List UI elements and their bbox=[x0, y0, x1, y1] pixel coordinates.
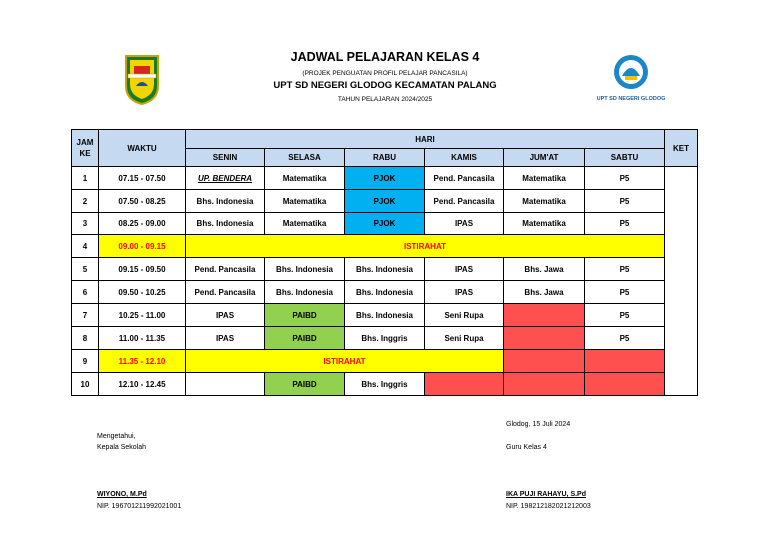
period-number: 8 bbox=[72, 327, 99, 350]
academic-year: TAHUN PELAJARAN 2024/2025 bbox=[337, 96, 433, 103]
table-row bbox=[72, 304, 698, 327]
table-row bbox=[72, 327, 698, 350]
subject-cell: IPAS bbox=[425, 258, 504, 281]
break-cell: ISTIRAHAT bbox=[186, 235, 665, 258]
teacher-name: IKA PUJI RAHAYU, S.Pd bbox=[506, 491, 586, 498]
empty-cell bbox=[504, 373, 585, 396]
period-number: 3 bbox=[72, 213, 99, 235]
col-waktu-header: WAKTU bbox=[99, 130, 186, 167]
empty-cell bbox=[504, 350, 585, 373]
subject-cell: P5 bbox=[585, 213, 665, 235]
subject-cell: Bhs. Jawa bbox=[504, 258, 585, 281]
table-row bbox=[72, 373, 698, 396]
table-row bbox=[72, 235, 698, 258]
time-cell: 10.25 - 11.00 bbox=[99, 304, 186, 327]
subject-cell: PJOK bbox=[345, 213, 425, 235]
table-row bbox=[72, 350, 698, 373]
school-logo bbox=[596, 52, 666, 106]
empty-cell bbox=[504, 327, 585, 350]
table-row bbox=[72, 281, 698, 304]
empty-cell bbox=[186, 373, 265, 396]
subject-cell: Bhs. Indonesia bbox=[265, 258, 345, 281]
time-cell: 11.35 - 12.10 bbox=[99, 350, 186, 373]
table-row bbox=[72, 167, 698, 190]
subject-cell: Bhs. Indonesia bbox=[186, 190, 265, 213]
time-cell: 07.50 - 08.25 bbox=[99, 190, 186, 213]
place-date: Glodog, 15 Juli 2024 bbox=[506, 421, 571, 428]
day-header: SABTU bbox=[585, 149, 665, 167]
time-cell: 07.15 - 07.50 bbox=[99, 167, 186, 190]
period-number: 7 bbox=[72, 304, 99, 327]
subject-cell: Pend. Pancasila bbox=[425, 190, 504, 213]
subject-cell: Bhs. Indonesia bbox=[265, 281, 345, 304]
table-row bbox=[72, 213, 698, 235]
subject-cell: PAIBD bbox=[265, 327, 345, 350]
col-ket-header: KET bbox=[665, 130, 698, 167]
break-cell: ISTIRAHAT bbox=[186, 350, 504, 373]
period-number: 4 bbox=[72, 235, 99, 258]
subject-cell: Bhs. Inggris bbox=[345, 327, 425, 350]
day-header: SELASA bbox=[265, 149, 345, 167]
subject-cell: Pend. Pancasila bbox=[186, 281, 265, 304]
time-cell: 09.00 - 09.15 bbox=[99, 235, 186, 258]
col-jam-header: JAM KE bbox=[72, 130, 99, 167]
subject-cell: Seni Rupa bbox=[425, 327, 504, 350]
day-header: SENIN bbox=[186, 149, 265, 167]
regency-crest-logo bbox=[122, 52, 162, 106]
subject-cell: Pend. Pancasila bbox=[186, 258, 265, 281]
period-number: 1 bbox=[72, 167, 99, 190]
period-number: 10 bbox=[72, 373, 99, 396]
col-hari-header: HARI bbox=[186, 130, 665, 149]
school-name: UPT SD NEGERI GLODOG KECAMATAN PALANG bbox=[273, 80, 497, 91]
period-number: 6 bbox=[72, 281, 99, 304]
school-logo-text: UPT SD NEGERI GLODOG bbox=[596, 96, 666, 102]
subject-cell: Matematika bbox=[265, 213, 345, 235]
subject-cell: P5 bbox=[585, 190, 665, 213]
subject-cell: Bhs. Indonesia bbox=[345, 281, 425, 304]
subject-cell: Pend. Pancasila bbox=[425, 167, 504, 190]
period-number: 5 bbox=[72, 258, 99, 281]
subject-cell: IPAS bbox=[186, 327, 265, 350]
time-cell: 09.15 - 09.50 bbox=[99, 258, 186, 281]
schedule-table bbox=[71, 129, 698, 396]
principal-nip: NIP. 196701211992021001 bbox=[97, 503, 182, 510]
subject-cell: Bhs. Indonesia bbox=[345, 304, 425, 327]
empty-cell bbox=[585, 350, 665, 373]
period-number: 2 bbox=[72, 190, 99, 213]
table-row bbox=[72, 190, 698, 213]
time-cell: 12.10 - 12.45 bbox=[99, 373, 186, 396]
page-title: JADWAL PELAJARAN KELAS 4 bbox=[290, 50, 480, 64]
subject-cell: Matematika bbox=[265, 167, 345, 190]
subject-cell: Bhs. Indonesia bbox=[345, 258, 425, 281]
empty-cell bbox=[425, 373, 504, 396]
subject-cell: PJOK bbox=[345, 167, 425, 190]
subject-cell: P5 bbox=[585, 281, 665, 304]
subject-cell: P5 bbox=[585, 304, 665, 327]
page-subtitle: (PROJEK PENGUATAN PROFIL PELAJAR PANCASILA) bbox=[302, 70, 468, 77]
subject-cell: P5 bbox=[585, 258, 665, 281]
subject-cell: IPAS bbox=[186, 304, 265, 327]
principal-name: WIYONO, M.Pd bbox=[97, 491, 147, 498]
ket-cell bbox=[665, 167, 698, 396]
subject-cell: Seni Rupa bbox=[425, 304, 504, 327]
table-row bbox=[72, 258, 698, 281]
teacher-nip: NIP. 198212182021212003 bbox=[506, 503, 591, 510]
subject-cell: PAIBD bbox=[265, 373, 345, 396]
subject-cell: Matematika bbox=[504, 190, 585, 213]
kepala-sekolah-label: Kepala Sekolah bbox=[97, 444, 147, 451]
subject-cell: PAIBD bbox=[265, 304, 345, 327]
time-cell: 11.00 - 11.35 bbox=[99, 327, 186, 350]
empty-cell bbox=[504, 304, 585, 327]
subject-cell: Bhs. Inggris bbox=[345, 373, 425, 396]
mengetahui-label: Mengetahui, bbox=[97, 433, 136, 440]
subject-cell: PJOK bbox=[345, 190, 425, 213]
subject-cell: Matematika bbox=[504, 213, 585, 235]
time-cell: 09.50 - 10.25 bbox=[99, 281, 186, 304]
time-cell: 08.25 - 09.00 bbox=[99, 213, 186, 235]
empty-cell bbox=[585, 373, 665, 396]
subject-cell: P5 bbox=[585, 167, 665, 190]
subject-cell: P5 bbox=[585, 327, 665, 350]
day-header: RABU bbox=[345, 149, 425, 167]
day-header: JUM'AT bbox=[504, 149, 585, 167]
subject-cell: Bhs. Indonesia bbox=[186, 213, 265, 235]
guru-kelas-label: Guru Kelas 4 bbox=[506, 444, 547, 451]
subject-cell: Matematika bbox=[504, 167, 585, 190]
subject-cell: IPAS bbox=[425, 213, 504, 235]
period-number: 9 bbox=[72, 350, 99, 373]
subject-cell: IPAS bbox=[425, 281, 504, 304]
subject-cell: UP. BENDERA bbox=[186, 167, 265, 190]
day-header: KAMIS bbox=[425, 149, 504, 167]
subject-cell: Bhs. Jawa bbox=[504, 281, 585, 304]
subject-cell: Matematika bbox=[265, 190, 345, 213]
